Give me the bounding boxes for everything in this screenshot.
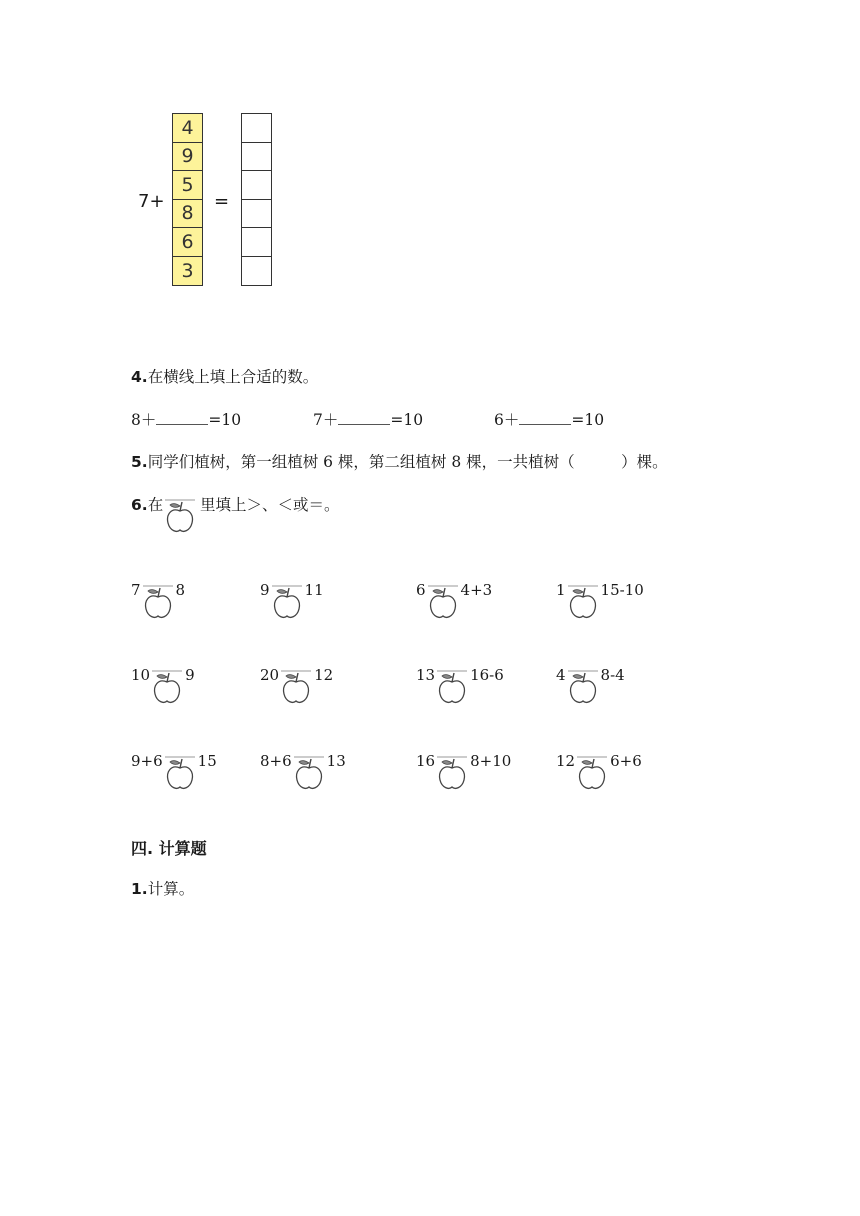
answer-cell[interactable]: [242, 171, 271, 200]
question-text: 同学们植树，第一组植树 6 棵，第二组植树 8 棵，一共植树（ ）棵。: [147, 453, 668, 471]
addend-cell: 8: [173, 200, 202, 229]
fill-item: [131, 410, 241, 430]
fill-blank[interactable]: [156, 410, 208, 425]
compare-left: 16: [416, 752, 436, 770]
compare-right: 8+10: [470, 752, 512, 770]
question-number: 5.: [131, 453, 148, 471]
section-heading: 四. 计算题: [131, 839, 207, 858]
fill-item: [313, 410, 423, 430]
question-5: [131, 452, 668, 472]
compare-right: 16-6: [470, 666, 504, 684]
addend-column: [172, 113, 203, 286]
addend-cell: 5: [173, 171, 202, 200]
compare-left: 10: [131, 666, 151, 684]
apple-icon[interactable]: [165, 754, 197, 792]
apple-icon[interactable]: [437, 668, 469, 706]
fill-right: =10: [571, 411, 605, 429]
answer-cell[interactable]: [242, 114, 271, 143]
fill-left: 8＋: [131, 411, 157, 429]
compare-right: 8-4: [600, 666, 625, 684]
compare-left: 9: [260, 581, 270, 599]
question-text: 在横线上填上合适的数。: [147, 368, 319, 386]
compare-right: 13: [326, 752, 346, 770]
question-number: 4.: [131, 368, 148, 386]
answer-column[interactable]: [241, 113, 272, 286]
fill-item: [494, 410, 604, 430]
compare-right: 15-10: [600, 581, 644, 599]
answer-cell[interactable]: [242, 257, 271, 286]
addition-prefix: 7+: [138, 191, 165, 212]
apple-icon[interactable]: [568, 668, 600, 706]
compare-right: 15: [197, 752, 217, 770]
compare-right: 12: [314, 666, 334, 684]
addend-cell: 6: [173, 228, 202, 257]
equals-sign: =: [214, 191, 230, 212]
compare-right: 4+3: [460, 581, 493, 599]
compare-right: 9: [185, 666, 195, 684]
fill-right: =10: [208, 411, 242, 429]
compare-left: 20: [260, 666, 280, 684]
addend-cell: 3: [173, 257, 202, 286]
compare-right: 11: [304, 581, 324, 599]
answer-cell[interactable]: [242, 200, 271, 229]
question-6-suffix: 里填上＞、＜或＝。: [200, 496, 340, 514]
compare-left: 13: [416, 666, 436, 684]
compare-right: 8: [175, 581, 186, 599]
fill-left: 7＋: [313, 411, 339, 429]
compare-left: 4: [556, 666, 566, 684]
apple-icon[interactable]: [577, 754, 609, 792]
apple-icon[interactable]: [294, 754, 326, 792]
answer-cell[interactable]: [242, 228, 271, 257]
question-1: [131, 879, 194, 899]
compare-left: 1: [556, 581, 566, 599]
compare-left: 8+6: [260, 752, 292, 770]
question-number: 1.: [131, 880, 148, 898]
compare-right: 6+6: [610, 752, 642, 770]
compare-left: 9+6: [131, 752, 163, 770]
fill-blank[interactable]: [519, 410, 571, 425]
question-number: 6.: [131, 496, 148, 514]
fill-right: =10: [390, 411, 424, 429]
apple-icon[interactable]: [152, 668, 184, 706]
fill-left: 6＋: [494, 411, 520, 429]
addend-cell: 4: [173, 114, 202, 143]
question-text: 计算。: [147, 880, 195, 898]
addend-cell: 9: [173, 143, 202, 172]
apple-icon: [165, 497, 197, 535]
compare-left: 12: [556, 752, 576, 770]
fill-blank[interactable]: [338, 410, 390, 425]
apple-icon[interactable]: [281, 668, 313, 706]
apple-icon[interactable]: [437, 754, 469, 792]
apple-icon[interactable]: [143, 583, 175, 621]
compare-left: 6: [416, 581, 426, 599]
question-4: [131, 367, 318, 387]
apple-icon[interactable]: [428, 583, 460, 621]
answer-cell[interactable]: [242, 143, 271, 172]
question-prefix: 在: [147, 496, 164, 514]
question-6: [131, 495, 163, 515]
apple-icon[interactable]: [568, 583, 600, 621]
compare-left: 7: [131, 581, 141, 599]
apple-icon[interactable]: [272, 583, 304, 621]
